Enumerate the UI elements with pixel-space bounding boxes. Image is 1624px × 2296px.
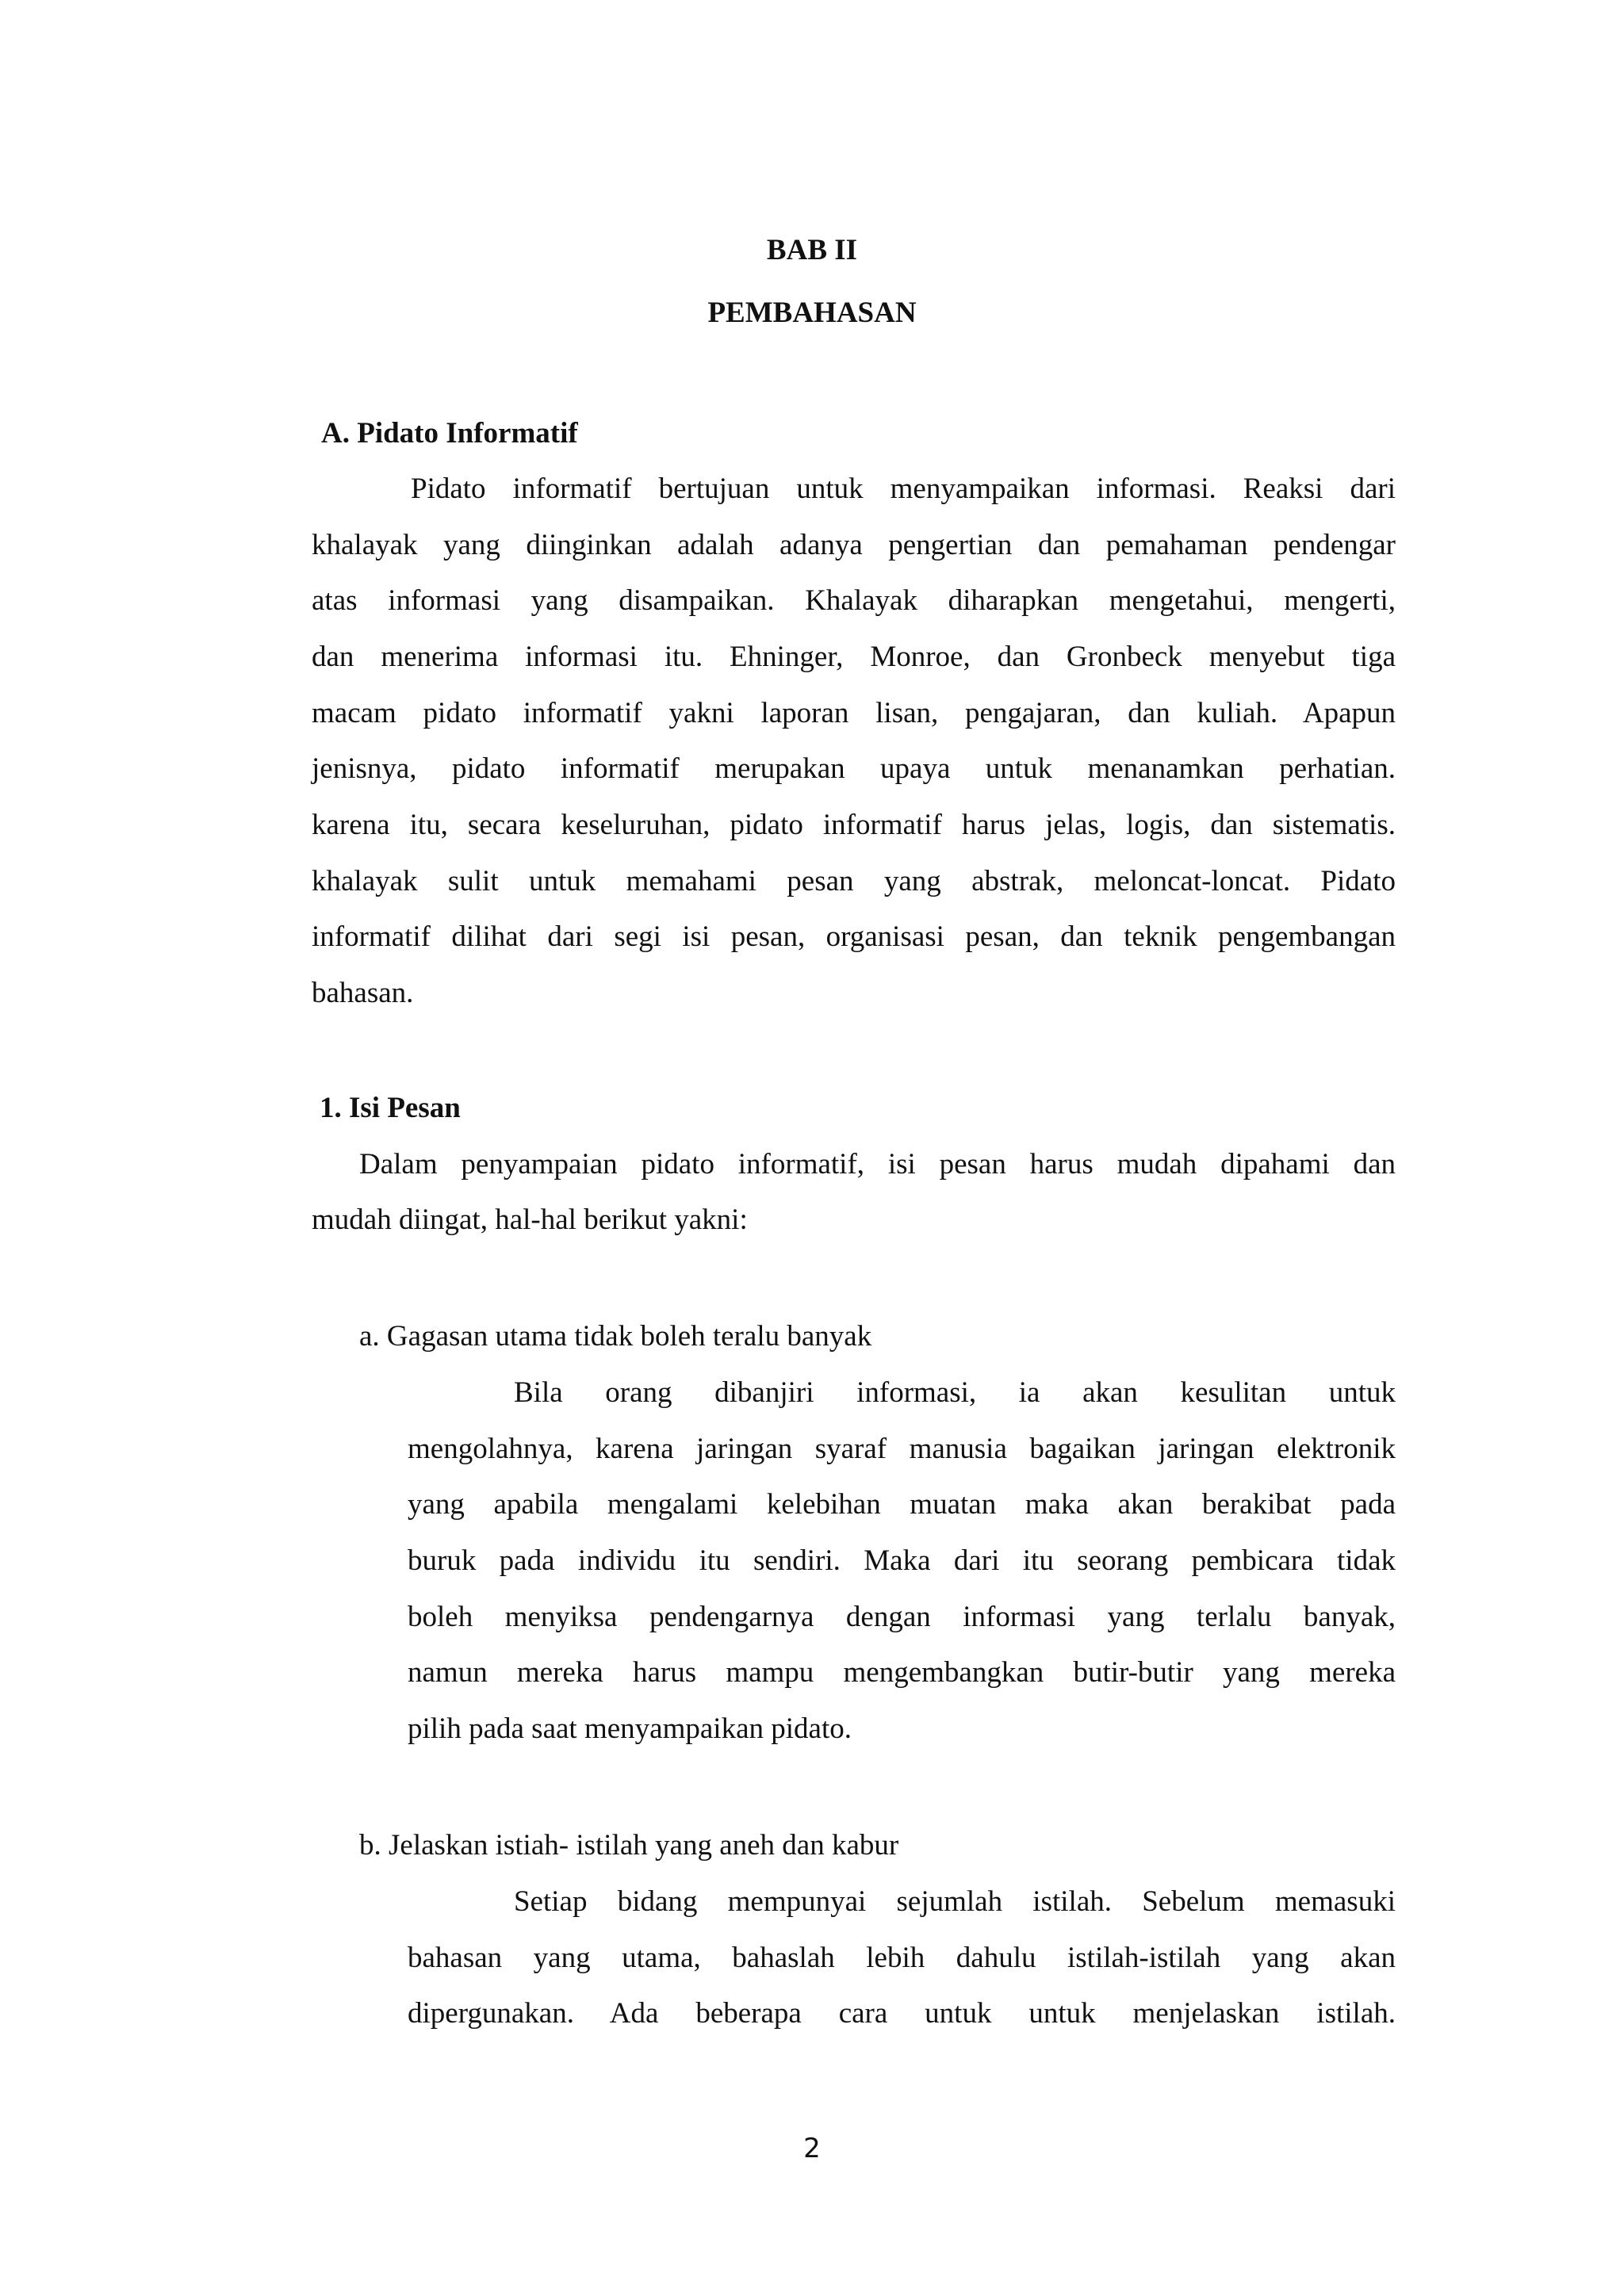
paragraph-line: bahasan.	[312, 977, 414, 1009]
paragraph-line: khalayak yang diinginkan adalah adanya pengertian dan pemahaman pendengar	[312, 529, 1396, 561]
paragraph-line: pilih pada saat menyampaikan pidato.	[408, 1712, 852, 1745]
paragraph-line: mengolahnya, karena jaringan syaraf manusia bagaikan jaringan elektronik	[408, 1433, 1396, 1465]
paragraph-line: macam pidato informatif yakni laporan lisan, pengajaran, dan kuliah. Apapun	[312, 697, 1396, 729]
section-heading-pidato-informatif: A. Pidato Informatif	[321, 417, 578, 450]
paragraph-line: dan menerima informasi itu. Ehninger, Monroe, dan Gronbeck menyebut tiga	[312, 641, 1396, 673]
paragraph-line: karena itu, secara keseluruhan, pidato informatif harus jelas, logis, dan sistematis.	[312, 809, 1396, 841]
chapter-subtitle: PEMBAHASAN	[707, 297, 917, 329]
paragraph-line: bahasan yang utama, bahaslah lebih dahulu istilah-istilah yang akan	[408, 1942, 1396, 1974]
section-heading-isi-pesan: 1. Isi Pesan	[320, 1092, 461, 1124]
paragraph-line: namun mereka harus mampu mengembangkan butir-butir yang mereka	[408, 1656, 1396, 1689]
paragraph-line: informatif dilihat dari segi isi pesan, organisasi pesan, dan teknik pengembangan	[312, 920, 1396, 953]
paragraph-line: dipergunakan. Ada beberapa cara untuk untuk menjelaskan istilah.	[408, 1997, 1396, 2030]
chapter-title: BAB II	[766, 234, 858, 266]
page-number: 2	[803, 2133, 821, 2164]
paragraph-line: buruk pada individu itu sendiri. Maka dari itu seorang pembicara tidak	[408, 1544, 1396, 1577]
paragraph-line: yang apabila mengalami kelebihan muatan maka akan berakibat pada	[408, 1488, 1396, 1521]
paragraph-line: Pidato informatif bertujuan untuk menyampaikan informasi. Reaksi dari	[411, 473, 1396, 505]
list-item-heading-b: b. Jelaskan istiah- istilah yang aneh dan kabur	[359, 1829, 899, 1862]
paragraph-line: Setiap bidang mempunyai sejumlah istilah. Sebelum memasuki	[514, 1885, 1396, 1918]
list-item-heading-a: a. Gagasan utama tidak boleh teralu banyak	[359, 1320, 872, 1353]
paragraph-line: khalayak sulit untuk memahami pesan yang abstrak, meloncat-loncat. Pidato	[312, 865, 1396, 897]
paragraph-line: Dalam penyampaian pidato informatif, isi pesan harus mudah dipahami dan	[359, 1148, 1396, 1181]
paragraph-line: mudah diingat, hal-hal berikut yakni:	[312, 1203, 748, 1236]
paragraph-line: atas informasi yang disampaikan. Khalayak diharapkan mengetahui, mengerti,	[312, 584, 1396, 617]
paragraph-line: boleh menyiksa pendengarnya dengan informasi yang terlalu banyak,	[408, 1601, 1396, 1633]
paragraph-line: Bila orang dibanjiri informasi, ia akan kesulitan untuk	[514, 1376, 1396, 1409]
paragraph-line: jenisnya, pidato informatif merupakan upaya untuk menanamkan perhatian.	[312, 752, 1396, 785]
